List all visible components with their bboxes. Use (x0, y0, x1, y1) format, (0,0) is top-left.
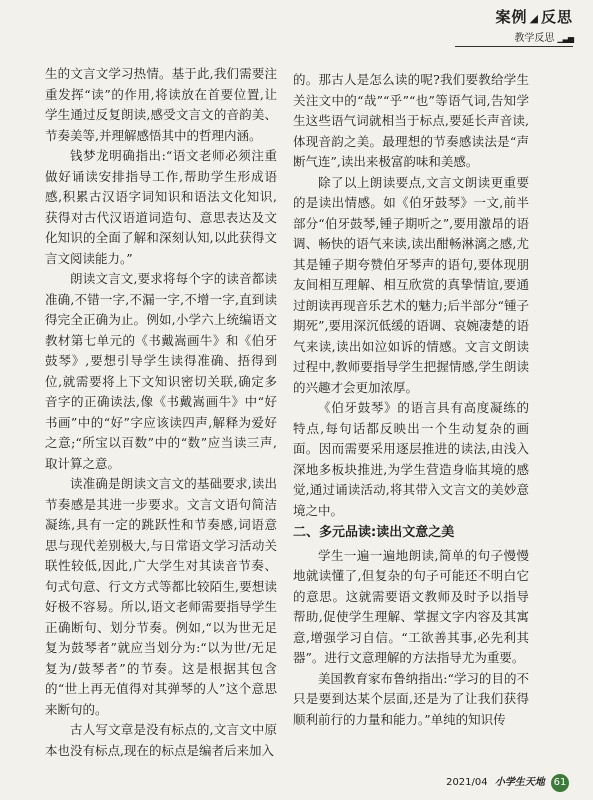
subtitle-text: 教学反思 (514, 33, 555, 44)
paragraph: 美国教育家布鲁纳指出:“学习的目的不只是要到达某个层面,还是为了让我们获得顺利前行的力量和能力。”单纯的知识传 (293, 670, 529, 727)
running-header (423, 6, 573, 44)
paragraph: 古人写文章是没有标点的,文言文中原本也没有标点,现在的标点是编者后来加入 (45, 722, 277, 758)
paragraph: 除了以上朗读要点,文言文朗读更重要的是读出情感。如《伯牙鼓琴》一文,前半部分“伯牙鼓琴,锺子期听之”,要用激昂的语调、畅快的语气来读,读出酣畅淋漓之感,尤其是锺子期夸赞伯牙琴声的语句,要体现朋友间相互理解、相互欣赏的真挚情谊,要通过朗读再现音乐艺术的魅力;后半部分“锺子期死”,要用深沉低缓的语调、哀婉凄楚的语气来读,读出如泣如诉的情感。文言文朗读过程中,教师要指导学生把握情感,学生朗读的兴趣才会更加浓厚。 (293, 174, 529, 395)
page-number: 61 (551, 774, 569, 792)
issue-date: 2021/04 (446, 777, 488, 788)
header-rule (455, 46, 573, 47)
section-title-reflect: 反思 (540, 8, 573, 26)
page-footer (446, 773, 569, 792)
section-heading: 二、多元品读:读出文意之美 (293, 525, 455, 540)
magazine-name: 小学生天地 (494, 777, 545, 788)
paragraph: 生的文言文学习热情。基于此,我们需要注重发挥“读”的作用,将读放在首要位置,让学生通过反复朗读,感受文言文的音韵美、节奏美等,并理解感悟其中的哲理内涵。 (45, 66, 277, 143)
left-column (45, 64, 277, 761)
section-subtitle (423, 29, 573, 44)
paragraph: 钱梦龙明确指出:“语文老师必须注重做好诵读安排指导工作,帮助学生形成语感,积累古汉语字词知识和语法文化知识,获得对古代汉语道词造句、意思表达及文化知识的全面了解和深刻认知,以此获得文言文阅读能力。” (45, 148, 277, 266)
section-title-case: 案例 (495, 8, 528, 26)
bars-icon: ▁▃▅ (557, 34, 573, 43)
pen-mark-icon: ◢ (529, 12, 539, 25)
section-title (423, 6, 573, 27)
paragraph: 《伯牙鼓琴》的语言具有高度凝练的特点,每句话都反映出一个生动复杂的画面。因而需要采用逐层推进的读法,由浅入深地多板块推进,为学生营造身临其境的感觉,通过诵读活动,将其带入文言文的美妙意境之中。 (293, 400, 529, 518)
paragraph: 学生一遍一遍地朗读,简单的句子慢慢地就读懂了,但复杂的句子可能还不明白它的意思。这就需要语文教师及时予以指导帮助,促使学生理解、掌握文字内容及其寓意,增强学习自信。“工欲善其事,必先利其器”。进行文意理解的方法指导尤为重要。 (293, 547, 529, 665)
right-column (293, 70, 529, 730)
paragraph: 朗读文言文,要求将每个字的读音都读准确,不错一字,不漏一字,不增一字,直到读得完全正确为止。例如,小学六上统编语文教材第七单元的《书戴嵩画牛》和《伯牙鼓琴》,要想引导学生读得准确、捂得到位,就需要将上下文知识密切关联,确定多音字的正确读法,像《书戴嵩画牛》中“好书画”中的“好”字应该读四声,解释为爱好之意;“所宝以百数”中的“数”应当读三声,取计算之意。 (45, 271, 277, 471)
paragraph: 读准确是朗读文言文的基础要求,读出节奏感是其进一步要求。文言文语句简洁凝练,具有一定的跳跃性和节奏感,词语意思与现代差别极大,与日常语文学习活动关联性较低,因此,广大学生对其读音节奏、句式句意、行文方式等都比较陌生,要想读好极不容易。所以,语文老师需要指导学生正确断句、划分节奏。例如,“以为世无足复为鼓琴者”就应当划分为:“以为世/无足复为/鼓琴者”的节奏。这是根据其包含的“世上再无值得对其弹琴的人”这个意思来断句的。 (45, 476, 277, 717)
paragraph: 的。那古人是怎么读的呢?我们要教给学生关注文中的“哉”“乎”“也”等语气词,告知学生这些语气词就相当于标点,要延长声音读,体现音韵之美。最理想的节奏感读法是“声断气连”,读出来极富韵味和美感。 (293, 72, 529, 169)
